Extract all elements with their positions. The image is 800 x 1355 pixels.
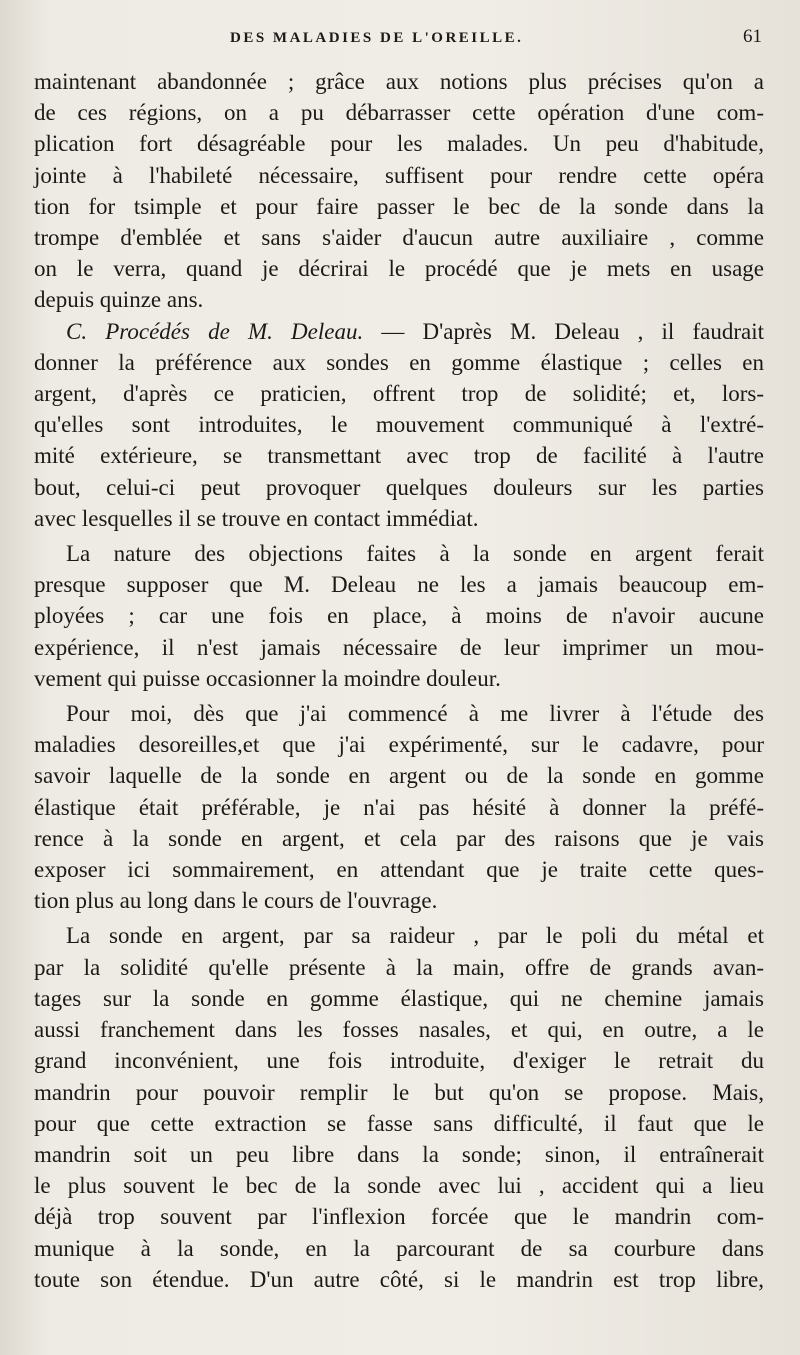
text-line: de ces régions, on a pu débarrasser cette opération d'une com- xyxy=(34,100,764,126)
text-line: argent, d'après ce praticien, offrent trop de solidité; et, lors- xyxy=(34,381,764,407)
text-line: avec lesquelles il se trouve en contact immédiat. xyxy=(34,505,479,531)
text-run: — D'après M. Deleau , il faudrait xyxy=(363,318,764,344)
text-line: aussi franchement dans les fosses nasales, et qui, en outre, a le xyxy=(34,1017,764,1043)
text-line: trompe d'emblée et sans s'aider d'aucun autre auxiliaire , comme xyxy=(34,225,764,251)
text-line: mité extérieure, se transmettant avec trop de facilité à l'autre xyxy=(34,443,764,469)
text-line: Pour moi, dès que j'ai commencé à me livrer à l'étude des xyxy=(66,701,764,727)
text-line: depuis quinze ans. xyxy=(34,287,204,313)
paragraph xyxy=(34,316,764,534)
text-line: La nature des objections faites à la sonde en argent ferait xyxy=(66,541,764,567)
text-line: plication fort désagréable pour les malades. Un peu d'habitude, xyxy=(34,131,764,157)
paragraph xyxy=(34,66,764,316)
text-line xyxy=(34,316,764,347)
page-number: 61 xyxy=(743,26,762,47)
running-head: DES MALADIES DE L'OREILLE. xyxy=(230,30,524,46)
text-line: mandrin pour pouvoir remplir le but qu'on se propose. Mais, xyxy=(34,1079,764,1105)
text-line: bout, celui-ci peut provoquer quelques douleurs sur les parties xyxy=(34,474,764,500)
text-line: expérience, il n'est jamais nécessaire de leur imprimer un mou- xyxy=(34,634,764,660)
text-line: donner la préférence aux sondes en gomme élastique ; celles en xyxy=(34,349,764,375)
text-line: mandrin soit un peu libre dans la sonde; sinon, il entraînerait xyxy=(34,1141,764,1167)
paragraph xyxy=(34,538,764,694)
text-line: La sonde en argent, par sa raideur , par le poli du métal et xyxy=(66,923,764,949)
text-line: grand inconvénient, une fois introduite, d'exiger le retrait du xyxy=(34,1048,764,1074)
text-line: élastique était préférable, je n'ai pas hésité à donner la préfé- xyxy=(34,794,764,820)
text-line: rence à la sonde en argent, et cela par des raisons que je vais xyxy=(34,825,764,851)
text-line: déjà trop souvent par l'inflexion forcée que le mandrin com- xyxy=(34,1204,764,1230)
text-line: munique à la sonde, en la parcourant de sa courbure dans xyxy=(34,1235,764,1261)
text-line: exposer ici sommairement, en attendant que je traite cette ques- xyxy=(34,857,764,883)
paragraph xyxy=(34,698,764,916)
text-line: tion for tsimple et pour faire passer le bec de la sonde dans la xyxy=(34,193,764,219)
text-body xyxy=(34,66,764,1295)
text-line: pour que cette extraction se fasse sans difficulté, il faut que le xyxy=(34,1110,764,1136)
text-line: vement qui puisse occasionner la moindre douleur. xyxy=(34,665,501,691)
text-line: tages sur la sonde en gomme élastique, qui ne chemine jamais xyxy=(34,985,764,1011)
section-heading: C. Procédés de M. Deleau. xyxy=(66,318,364,344)
text-line: jointe à l'habileté nécessaire, suffisent pour rendre cette opéra xyxy=(34,162,764,188)
text-line: par la solidité qu'elle présente à la main, offre de grands avan- xyxy=(34,954,764,980)
text-line: savoir laquelle de la sonde en argent ou de la sonde en gomme xyxy=(34,763,764,789)
text-line: maintenant abandonnée ; grâce aux notions plus précises qu'on a xyxy=(34,69,764,94)
text-line: le plus souvent le bec de la sonde avec lui , accident qui a lieu xyxy=(34,1173,764,1199)
text-line: tion plus au long dans le cours de l'ouvrage. xyxy=(34,888,438,914)
text-line: toute son étendue. D'un autre côté, si le mandrin est trop libre, xyxy=(34,1266,764,1292)
text-line: qu'elles sont introduites, le mouvement communiqué à l'extré- xyxy=(34,412,764,438)
text-line: presque supposer que M. Deleau ne les a jamais beaucoup em- xyxy=(34,572,764,598)
text-line: maladies desoreilles,et que j'ai expérimenté, sur le cadavre, pour xyxy=(34,732,764,758)
text-line: ployées ; car une fois en place, à moins de n'avoir aucune xyxy=(34,603,764,629)
paragraph xyxy=(34,920,764,1294)
page-header xyxy=(0,26,800,56)
text-line: on le verra, quand je décrirai le procédé que je mets en usage xyxy=(34,256,764,282)
